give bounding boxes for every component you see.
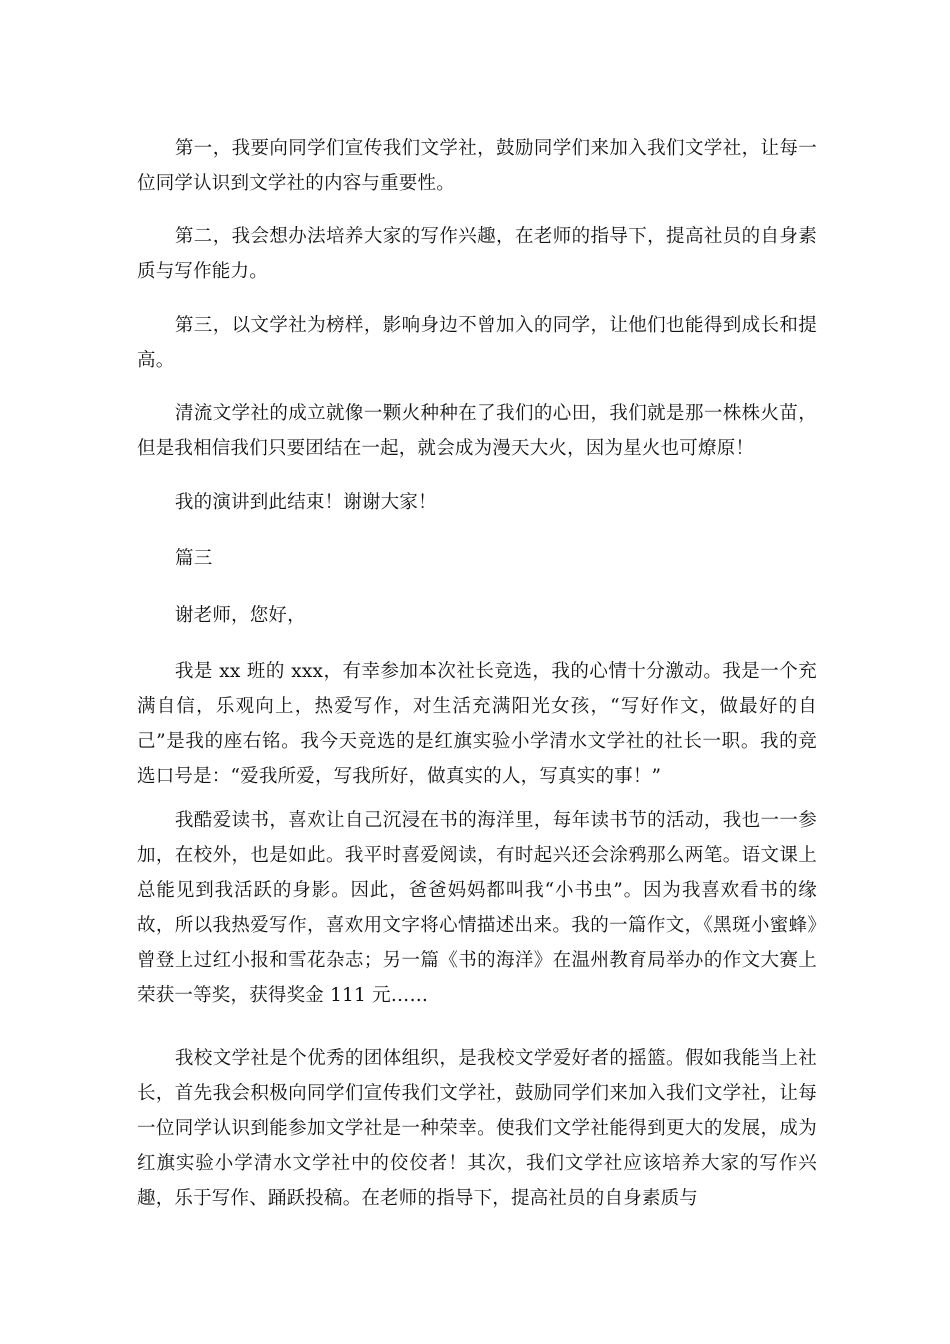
letter-salutation: 谢老师，您好，	[174, 605, 306, 626]
letter-paragraph-intro: 我是 xx 班的 xxx，有幸参加本次社长竞选，我的心情十分激动。我是一个充满自信，乐观向上，热爱写作，对生活充满阳光女孩，“写好作文，做最好的自己”是我的座右铭。我今天竞选的是红旗实验小学清水文学社的社长一职。我的竞选口号是：“爱我所爱，写我所好，做真实的人，写真实的事！”	[137, 661, 817, 787]
paragraph-first-point: 第一，我要向同学们宣传我们文学社，鼓励同学们来加入我们文学社，让每一位同学认识到文学社的内容与重要性。	[137, 138, 817, 194]
paragraph-speech-end: 我的演讲到此结束！谢谢大家！	[174, 492, 437, 513]
letter-paragraph-reading: 我酷爱读书，喜欢让自己沉浸在书的海洋里，每年读书节的活动，我也一一参加，在校外，也是如此。我平时喜爱阅读，有时起兴还会涂鸦那么两笔。语文课上总能见到我活跃的身影。因此，爸爸妈妈都叫我“小书虫”。因为我喜欢看书的缘故，所以我热爱写作，喜欢用文字将心情描述出来。我的一篇作文，《黑斑小蜜蜂》曾登上过红小报和雪花杂志；另一篇《书的海洋》在温州教育局举办的作文大赛上荣获一等奖，获得奖金 111 元……	[137, 810, 817, 1006]
section-heading: 篇三	[175, 548, 213, 569]
paragraph-closing-metaphor: 清流文学社的成立就像一颗火种种在了我们的心田，我们就是那一株株火苗，但是我相信我们只要团结在一起，就会成为漫天大火，因为星火也可燎原！	[137, 403, 817, 459]
paragraph-second-point: 第二，我会想办法培养大家的写作兴趣，在老师的指导下，提高社员的自身素质与写作能力。	[137, 226, 817, 282]
paragraph-third-point: 第三，以文学社为榜样，影响身边不曾加入的同学，让他们也能得到成长和提高。	[137, 315, 817, 371]
letter-paragraph-club: 我校文学社是个优秀的团体组织，是我校文学爱好者的摇篮。假如我能当上社长，首先我会积极向同学们宣传我们文学社，鼓励同学们来加入我们文学社，让每一位同学认识到能参加文学社是一种荣幸。使我们文学社能得到更大的发展，成为红旗实验小学清水文学社中的佼佼者！其次，我们文学社应该培养大家的写作兴趣，乐于写作、踊跃投稿。在老师的指导下，提高社员的自身素质与	[137, 1048, 817, 1209]
